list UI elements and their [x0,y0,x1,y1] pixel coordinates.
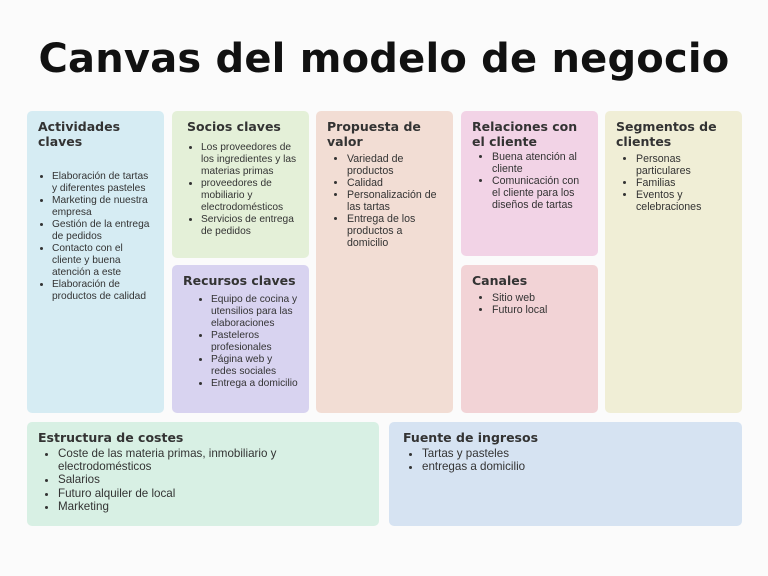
block-heading: Actividades claves [38,119,121,149]
list-item: • Elaboración de productos de calidad [52,279,154,303]
block-relaciones-con-el-cliente [461,111,598,256]
list-item: • entregas a domicilio [422,460,732,473]
list-item: • Personas particulares [636,153,732,177]
block-heading: Canales [472,273,528,288]
block-heading: Recursos claves [183,273,296,288]
block-heading: Fuente de ingresos [403,430,539,445]
list-item: • Futuro alquiler de local [58,487,369,500]
list-item: • Servicios de entrega de pedidos [201,214,299,238]
block-list [403,447,732,473]
list-item: • Entrega de los productos a domicilio [347,213,443,249]
list-item: • Elaboración de tartas y diferentes pasteles [52,171,154,195]
list-item: • Gestión de la entrega de pedidos [52,219,154,243]
list-item: • Variedad de productos [347,153,443,177]
block-fuente-de-ingresos [389,422,742,526]
block-estructura-de-costes [27,422,379,526]
block-list [472,151,588,211]
block-list [187,142,299,238]
list-item: • Eventos y celebraciones [636,189,732,213]
block-socios-claves [172,111,309,258]
block-list [38,171,154,303]
list-item: • Coste de las materia primas, inmobiliario y electrodomésticos [58,447,369,473]
block-heading: Estructura de costes [38,430,184,445]
list-item: • Familias [636,177,732,189]
list-item: • proveedores de mobiliario y electrodomésticos [201,178,299,214]
block-actividades-claves [27,111,164,413]
list-item: • Comunicación con el cliente para los diseños de tartas [492,175,588,211]
list-item: • Buena atención al cliente [492,151,588,175]
block-list [327,153,443,249]
list-item: • Personalización de las tartas [347,189,443,213]
block-recursos-claves [172,265,309,413]
block-list [616,153,732,213]
block-propuesta-de-valor [316,111,453,413]
list-item: • Entrega a domicilio [211,378,299,390]
list-item: • Futuro local [492,304,588,316]
list-item: • Pasteleros profesionales [211,330,299,354]
block-list [472,292,588,316]
page-title: Canvas del modelo de negocio [38,36,730,82]
list-item: • Salarios [58,473,369,486]
list-item: • Página web y redes sociales [211,354,299,378]
list-item: • Sitio web [492,292,588,304]
list-item: • Los proveedores de los ingredientes y las materias primas [201,142,299,178]
block-list [38,447,369,513]
block-segmentos-de-clientes [605,111,742,413]
list-item: • Tartas y pasteles [422,447,732,460]
block-heading: Propuesta de valor [327,119,421,149]
list-item: • Equipo de cocina y utensilios para las elaboraciones [211,294,299,330]
block-heading: Segmentos de clientes [616,119,717,149]
block-heading: Relaciones con el cliente [472,119,578,149]
list-item: • Calidad [347,177,443,189]
block-heading: Socios claves [187,119,281,134]
block-list [183,294,299,390]
list-item: • Marketing de nuestra empresa [52,195,154,219]
list-item: • Marketing [58,500,369,513]
list-item: • Contacto con el cliente y buena atención a este [52,243,154,279]
block-canales [461,265,598,413]
